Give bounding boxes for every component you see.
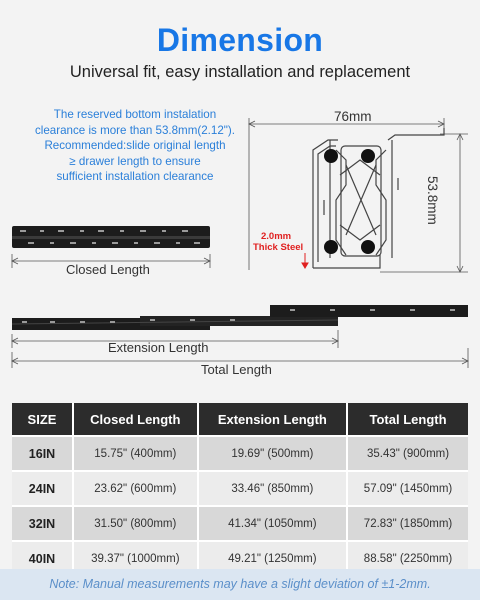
table-cell: 49.21" (1250mm) [198, 541, 347, 575]
table-cell: 15.75" (400mm) [73, 436, 198, 471]
note-line: sufficient installation clearance [56, 170, 214, 183]
table-cell: 23.62" (600mm) [73, 471, 198, 506]
extension-length-label: Extension Length [108, 340, 209, 355]
column-header: Total Length [347, 403, 468, 436]
table-row [12, 436, 468, 471]
table-cell: 41.34" (1050mm) [198, 506, 347, 541]
table-cell: 19.69" (500mm) [198, 436, 347, 471]
height-dimension [380, 134, 468, 272]
table-cell: 72.83" (1850mm) [347, 506, 468, 541]
ball-bearings [324, 149, 375, 254]
footer-note-text: Note: Manual measurements may have a slight deviation of ±1-2mm. [49, 577, 431, 591]
table-cell: 33.46" (850mm) [198, 471, 347, 506]
column-header: Extension Length [198, 403, 347, 436]
table-cell: 24IN [12, 471, 73, 506]
table-cell: 35.43" (900mm) [347, 436, 468, 471]
column-header: SIZE [12, 403, 73, 436]
table-cell: 31.50" (800mm) [73, 506, 198, 541]
total-length-label: Total Length [201, 362, 272, 377]
note-line: ≥ drawer length to ensure [69, 154, 201, 168]
table-row [12, 471, 468, 506]
note-line: Recommended:slide original length [44, 139, 226, 152]
table-cell: 88.58" (2250mm) [347, 541, 468, 575]
height-label: 53.8mm [425, 176, 440, 225]
footer-note [0, 569, 480, 600]
closed-slide [12, 226, 210, 248]
page-title: Dimension [156, 22, 324, 58]
table-header-row [12, 403, 468, 436]
thickness-label: Thick Steel [253, 242, 304, 253]
thickness-label: 2.0mm [261, 231, 292, 242]
page-subtitle: Universal fit, easy installation and replacement [69, 63, 411, 81]
table-row [12, 506, 468, 541]
closed-length-label: Closed Length [66, 262, 150, 277]
extended-slide [12, 305, 468, 330]
table-cell: 39.37" (1000mm) [73, 541, 198, 575]
table-cell: 16IN [12, 436, 73, 471]
thickness-arrow [302, 253, 308, 268]
table-cell: 32IN [12, 506, 73, 541]
note-line: The reserved bottom instalation [53, 108, 217, 121]
table-cell: 40IN [12, 541, 73, 575]
column-header: Closed Length [73, 403, 198, 436]
size-table [12, 403, 468, 575]
note-line: clearance is more than 53.8mm(2.12"). [34, 123, 235, 137]
width-label: 76mm [334, 109, 372, 124]
table-cell: 57.09" (1450mm) [347, 471, 468, 506]
